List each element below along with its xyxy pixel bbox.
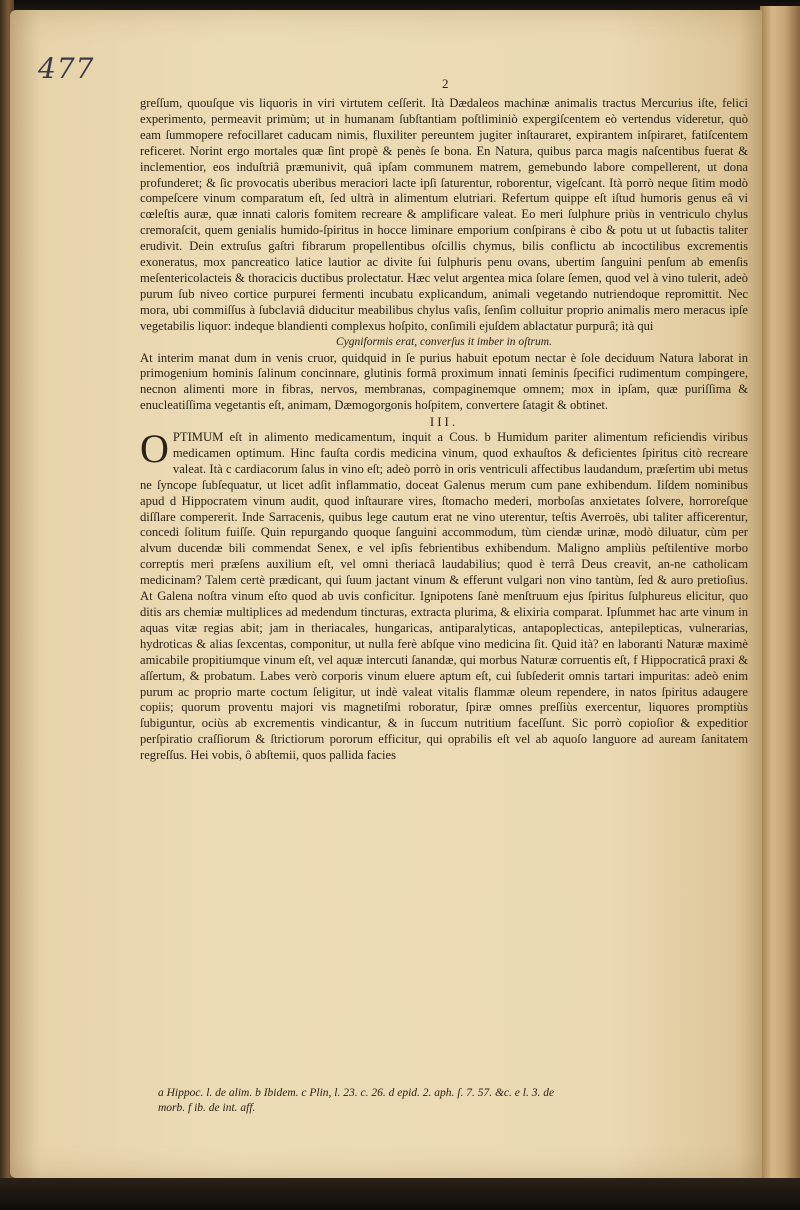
section-heading: III. <box>429 414 459 430</box>
page-folio-number: 477 <box>38 52 95 85</box>
drop-cap: O <box>140 426 169 472</box>
signature-mark: 2 <box>442 76 449 91</box>
footnotes <box>158 1086 758 1116</box>
paragraph-1: greſſum, quouſque vis liquoris in viri virtutem ceſſerit. Ità Dædaleos machinæ animalis tractus Mercurius iſte, felici experimento, permeavit primùm; ut in humanam ſubſtantiam poſtliminiò expergiſcentem eò vertendus videretur, quò eam ſummopere refocillaret caducam nimis, fluxiliter pereuntem jugiter inſtauraret, expirantem inſpiraret, fatiſcentem reficeret. Norint ergo mortales quæ ſint propè & penès ſe bona. En Natura, quibus parca magis naſcentibus fuerat & inclementior, eos induſtriâ præmunivit, quâ ipſam communem matrem, gemebundo labore compellerent, ut dona profunderet; & ſic provocatis uberibus meraciori lacte ipſi ſaturentur, roborentur, vigeſcant. Ità porrò neque ſitim modò compeſcere vinum comparatum eſt, ſed ultrà in alimentum elutriari. Refertum quippe eſt iſtud humoris genus eâ vi cœleſtis auræ, quæ innati caloris fomitem recreare & amplificare valeat. Eo meri ſulphure priùs in ventriculo chylus cremoraſcit, quem genialis humido-ſpiritus in hocce liminare emporium conſpirans è cibo & potu ut ut ſubactis taliter erudivit. Dein extruſus gaſtri fibrarum propellentibus oſcillis chymus, bilis conflictu ab incoctilibus excrementis exoneratus, mox pancreatico latice lautior ac divite ſui ſulphuris penu ovans, ubertim ſanguini penſum ab emenſis meſentericolacteis & thoracicis ductibus prolectatur. Hæc velut argentea mica ſolare ſemen, quod vel à vino tulerit, adeò purum ſub niveo cortice purpurei fermenti incubatu explicandum, animali vegetando nutriendoque repromittit. Nec mora, ubi commiſſus à ſubclaviâ diducitur meabilibus chylus vaſis, ſenſim colluitur proprio animalis mero meracus ipſe vegetabilis liquor: indeque blandienti complexus hoſpito, conſimili ejuſdem ablactatur purpurâ; ità qui <box>140 96 748 333</box>
paragraph-2: At interim manat dum in venis cruor, quidquid in ſe purius habuit epotum nectar è ſole deciduum Natura laborat in primogenium hominis ſalinum concinnare, glutinis formâ proximum innati ſeminis ſpecifici rudimentum compingere, necnon alimenti more in fibras, nervos, membranas, compaginemque omnem; mox in ipſam, quæ puriſſima & enucleatiſſima vegetantis eſt, animam, Dæmogorgonis hoſpitem, convertere ſatagit & obtinet. <box>140 350 748 413</box>
paragraph-3 <box>140 426 748 764</box>
main-text-block <box>140 96 748 764</box>
footnote-line-1: a Hippoc. l. de alim. b Ibidem. c Plin, l. 23. c. 26. d epid. 2. aph. ſ. 7. 57. &c. e l. 3. de <box>158 1087 555 1099</box>
verse-line: Cygniformis erat, converſus it imber in oſtrum. <box>336 335 552 348</box>
paragraph-3-text: PTIMUM eſt in alimento medicamentum, inquit a Cous. b Humidum pariter alimentum reficiendis viribus medicamen optimum. Hinc fauſta cordis medicina vinum, quod exhauſtos & deficientes ſpiritus citò recreare valeat. Ità c cardiacorum ſalus in vino eſt; adeò porrò in oris ventriculi affectibus laudandum, præſertim ubi metus ne ſyncope ſubſequatur, ut licet adſit inflammatio, doceat Galenus merum cum pane exhibendum. Iiſdem nominibus apud d Hippocratem vinum audit, quod inſtaurare vires, ſtomacho mederi, morboſas anxietates ſolvere, horroreſque diſſlare compererit. Inde Sarracenis, quibus lege cautum erat ne vino uterentur, teſtis Averroës, ubi taliter afficerentur, concedi ſolitum fuiſſe. Quin repurgando quoque ſanguini accommodum, tùm ciendæ urinæ, modò diluatur, cùm per alvum ducendæ bili commendat Senex, e vel ipſis febrientibus exhibendum. Maligno ampliùs peſtilentive morbo correptis meri præſens auxilium eſt, vel omni theriacâ laudabilius; quod è terrâ Deus creavit, an-ne catholicam medicinam? Talem certè prædicant, qui ſuum jactant vinum & efferunt vulgari non vino tantùm, ſed & auro pretioſius. At Galena noſtra vinum eſto quod ab uvis conficitur. Ignipotens ſanè menſtruum ejus ſpiritus ſulphureus elicitur, quo ditis ars chemiæ multiplices ad medendum tincturas, extracta plurima, & elixiria comparat. Ipſummet hac arte vinum in aquas vitæ regias abit; jam in theriacales, hungaricas, antiparalyticas, antapoplecticas, antepilepticas, vulnerarias, hydroticas & alias ſexcentas, componitur, ut nulla ferè abſque vino medicina ſit. Quid ità? en laboranti Naturæ maximè amicabile propitiumque vinum eſt, vel aquæ intercuti ſanandæ, qui morbus Naturæ corruentis eſt, f Hippocraticâ praxi & aſſertum, & probatum. Labes verò corporis vinum eluere aptum eſt, cui ſubſederit omnis tartari impuritas: adeò enim purum ac proprio marte coctum ſeligitur, ut indè valeat vitalis flammæ oleum rependere, in natos ſpiritus adaugere copiis; quorum proventu majori vis magnetiſmi roboratur, ſpiræ omnes preſſiùs exercentur, liquores promptiùs ſubiguntur, ociùs ab excrementis vindicantur, & in ſuccum nutritium faceſſunt. Sic porrò copioſior & expeditior perſpiratio craſſiorum & ſtrictiorum pororum efficitur, qui oprabilis eſt vel ab aquoſo languore ad auream ſanitatem regreſſus. Hei vobis, ô abſtemii, quos pallida facies <box>140 430 748 763</box>
page-edge-right <box>760 6 800 1186</box>
book-binding-bottom <box>0 1178 800 1210</box>
footnote-line-2: morb. f ib. de int. aff. <box>158 1102 256 1114</box>
